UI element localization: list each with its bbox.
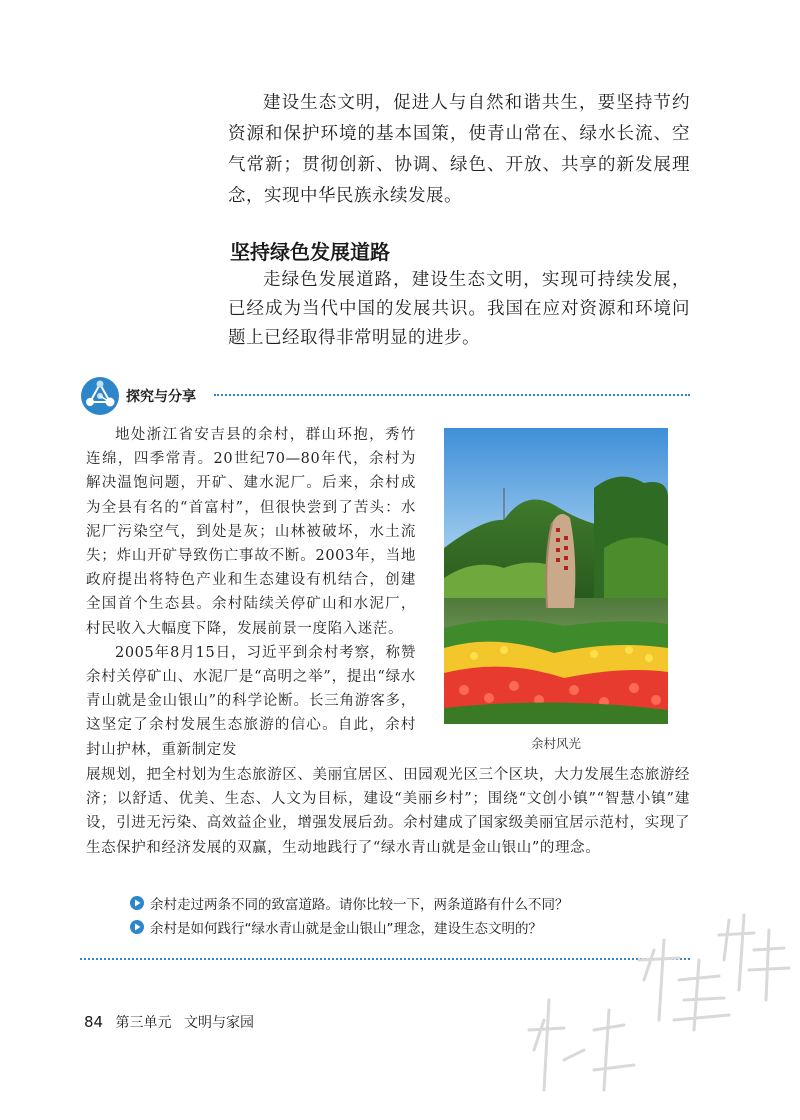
unit-title: 文明与家园 xyxy=(184,1015,254,1031)
explore-share-header xyxy=(80,376,690,416)
explore-share-icon xyxy=(80,376,120,416)
photo-caption: 余村风光 xyxy=(530,736,581,751)
story-text-top xyxy=(86,423,416,762)
story-text-bottom xyxy=(86,763,690,860)
story-paragraph-2-continued: 展规划，把全村划为生态旅游区、美丽宜居区、田园观光区三个区块，大力发展生态旅游经济；以舒适、优美、生态、人文为目标，建设“美丽乡村”；围绕“文创小镇”“智慧小镇”建设，引进无污染、高效益企业，增强发展后劲。余村建成了国家级美丽宜居示范村，实现了生态保护和经济发展的双赢，生动地践行了“绿水青山就是金山银山”的理念。 xyxy=(86,767,690,856)
section-paragraph: 走绿色发展道路，建设生态文明，实现可持续发展，已经成为当代中国的发展共识。我国在应对资源和环境问题上已经取得非常明显的进步。 xyxy=(228,270,690,348)
intro-text xyxy=(228,88,690,212)
watermark-logo xyxy=(504,900,794,1100)
play-arrow-icon xyxy=(130,920,144,934)
question-1-text: 余村走过两条不同的致富道路。请你比较一下，两条道路有什么不同？ xyxy=(150,897,569,913)
story-paragraph-2: 2005年8月15日，习近平到余村考察，称赞余村关停矿山、水泥厂是“高明之举”，提出“绿水青山就是金山银山”的科学论断。长三角游客多，这坚定了余村发展生态旅游的信心。自此，余村封山护林，重新制定发 xyxy=(86,644,416,758)
dotted-divider xyxy=(214,394,690,396)
explore-share-title: 探究与分享 xyxy=(126,389,196,405)
section-heading: 坚持绿色发展道路 xyxy=(230,240,390,264)
section-body xyxy=(228,266,690,353)
page-footer xyxy=(84,1012,254,1032)
question-2 xyxy=(130,917,542,937)
yucun-scenery-photo xyxy=(444,428,668,724)
page-number: 84 xyxy=(84,1013,104,1031)
story-paragraph-1: 地处浙江省安吉县的余村，群山环抱，秀竹连绵，四季常青。20世纪70—80年代，余村为解决温饱问题，开矿、建水泥厂。后来，余村成为全县有名的“首富村”，但很快尝到了苦头：水泥厂污染空气，到处是灰；山林被破坏，水土流失；炸山开矿导致伤亡事故不断。2003年，当地政府提出将特色产业和生态建设有机结合，创建全国首个生态县。余村陆续关停矿山和水泥厂，村民收入大幅度下降，发展前景一度陷入迷茫。 xyxy=(86,427,416,637)
question-2-text: 余村是如何践行“绿水青山就是金山银山”理念，建设生态文明的？ xyxy=(150,921,542,937)
unit-label: 第三单元 xyxy=(115,1015,172,1031)
play-arrow-icon xyxy=(130,896,144,910)
question-1 xyxy=(130,893,569,913)
intro-paragraph: 建设生态文明，促进人与自然和谐共生，要坚持节约资源和保护环境的基本国策，使青山常在、绿水长流、空气常新；贯彻创新、协调、绿色、开放、共享的新发展理念，实现中华民族永续发展。 xyxy=(228,93,690,206)
